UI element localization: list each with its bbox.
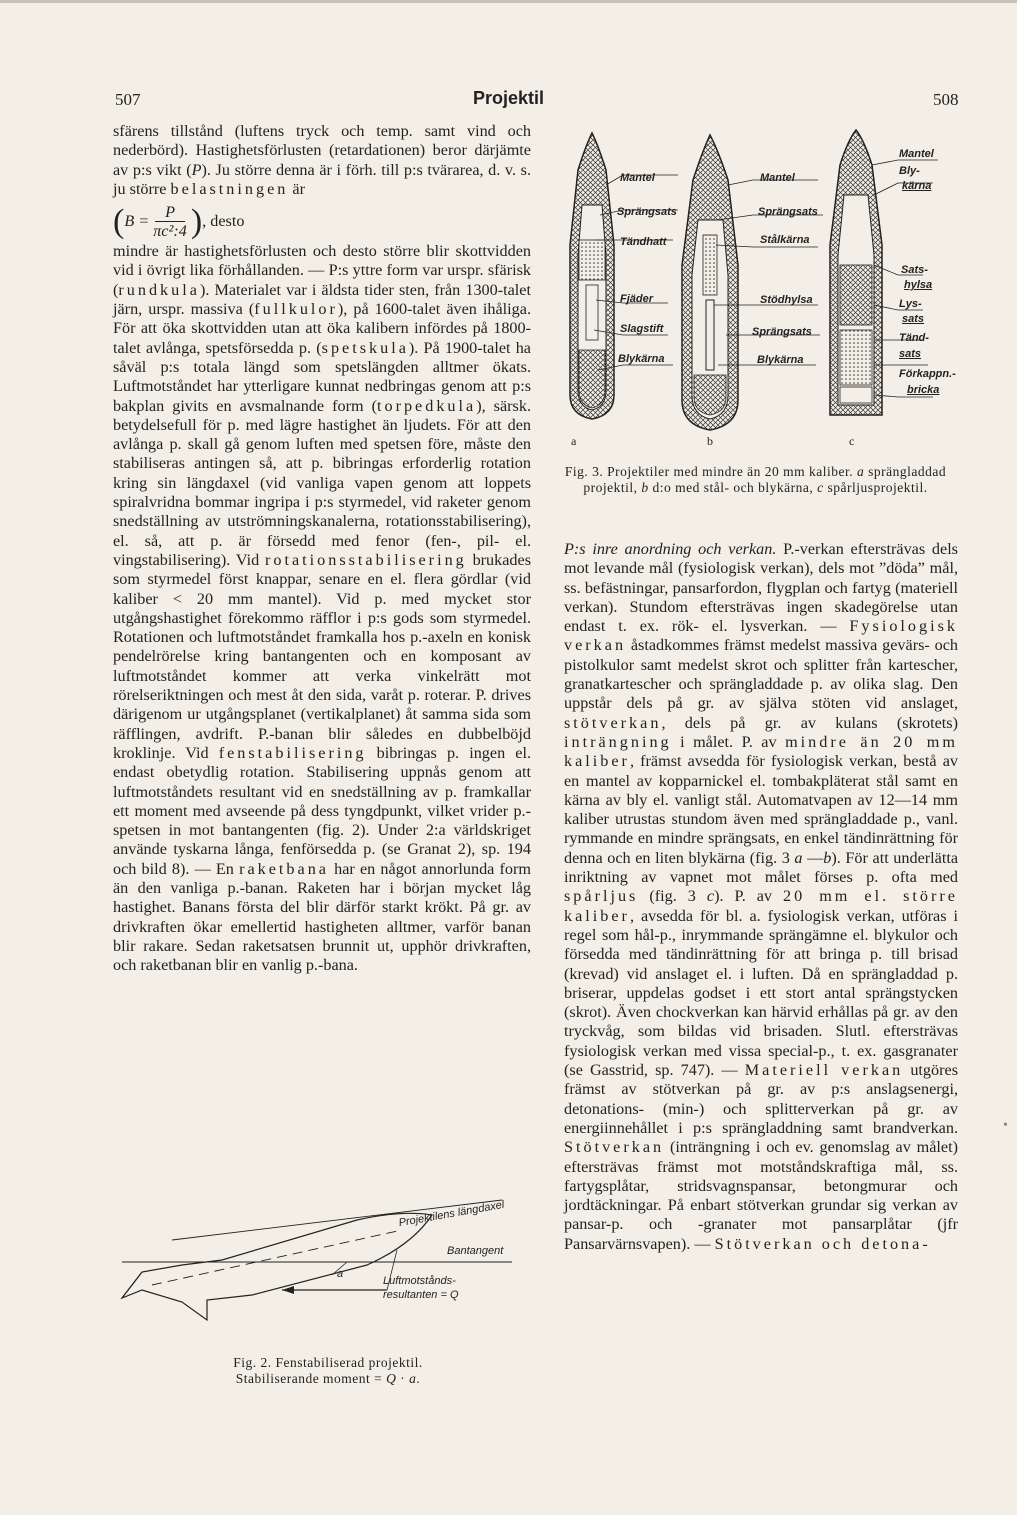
projectile-a bbox=[570, 133, 614, 419]
projectile-b bbox=[682, 135, 738, 430]
label-c-lyssats: sats bbox=[902, 313, 925, 325]
label-a-fjader: Fjäder bbox=[620, 293, 654, 305]
label-b-blykarna: Blykärna bbox=[757, 354, 804, 366]
label-c-forkappn: Förkappn.- bbox=[899, 368, 956, 380]
figure-3-letter-a: a bbox=[571, 434, 577, 448]
label-c-mantel: Mantel bbox=[899, 148, 934, 160]
label-b-sprangsats-2: Sprängsats bbox=[752, 326, 812, 338]
figure-3-letter-c: c bbox=[849, 434, 855, 448]
formula-lhs: B = bbox=[124, 212, 150, 231]
projectile-c bbox=[830, 130, 882, 415]
figure-3-letter-b: b bbox=[707, 434, 713, 448]
figure-3-caption: Fig. 3. Projektiler med mindre än 20 mm kaliber. a sprängladdad projektil, b d:o med stål- och blykärna, c spårljusprojektil. bbox=[564, 464, 947, 495]
label-longitudinal-axis: Projektilens längdaxel bbox=[397, 1198, 506, 1230]
label-c-tand: Tänd- bbox=[899, 332, 929, 344]
paragraph-verkan: P:s inre anordning och verkan. P.-verkan eftersträvas dels mot levande mål (fysiologisk verkan), dels mot ”döda” mål, ss. befästningar, pansarfordon, flygplan och fartyg (materiell verkan). Stundom eftersträvas ingen skadegörelse utan endast t. ex. rök- el. lysverkan. — Fysiologisk verkan åstadkommes främst medelst massiva gevärs- och pistolkulor samt medelst skrot och splitter från kartescher, granatkartescher och sprängladdade p. av olika slag. Den uppstår dels på gr. av själva stöten vid anslaget, stötverkan, dels på gr. av kulans (skrotets) inträngning i målet. P. av mindre än 20 mm kaliber, främst avsedda för fysiologisk verkan, bestå av en mantel av kopparnickel el. tombakpläterat stål samt en kärna av bly el. vanligt stål. Automatvapen av 12—14 mm kaliber utrustas stundom även med sprängladdade p., vanl. rymmande en mindre sprängsats, en enkel tändinrättning för denna och en liten blykärna (fig. 3 a —b). För att underlätta inriktning av vapnet mot målet förses p. ofta med spårljus (fig. 3 c). P. av 20 mm el. större kaliber, avsedda för bl. a. fysiologisk verkan, utföras i regel som hål-p., inrymmande sprängämne el. blykulor och försedda med tändinrättning för att bringa p. till brisad (krevad) vid anslaget el. i luften. Då en sprängladdad p. briserar, uppdelas godset i ett stort antal sprängstycken (skrot). Även chockverkan kan härvid erhållas på gr. av den tryckvåg, som bildas vid brisaden. Slutl. eftersträvas fysiologisk verkan med vissa special-p., t. ex. gasgranater (se Gasstrid, sp. 747). — Materiell verkan utgöres främst av stötverkan på gr. av p:s anslagsenergi, detonations- (min-) och splitterverkan på gr. av energiinnehållet i p:s sprängladdning samt brandverkan. Stötverkan (inträngning i och ev. genomslag av målet) eftersträvas främst mot motståndskraftiga mål, ss. fartygsplåtar, stridsvagnspansar, betongmurar och jordtäckningar. På enbart stötverkan grundar sig verkan av pansar-p. och -granater mot pansarplåtar (jfr Pansarvärnsvapen). — Stötverkan och detona- bbox=[564, 540, 959, 1253]
label-c-bricka: bricka bbox=[907, 384, 940, 396]
label-resultant-1: Luftmotstånds- bbox=[383, 1275, 456, 1287]
label-b-sprangsats: Sprängsats bbox=[758, 206, 818, 218]
label-c-sats: Sats- bbox=[901, 264, 928, 276]
formula-fraction: $\frac{P}{\text{πc²:4}}$ bbox=[153, 203, 187, 241]
label-c-hylsa: hylsa bbox=[904, 279, 933, 291]
label-a-tandhatt: Tändhatt bbox=[620, 236, 667, 248]
left-column bbox=[113, 122, 531, 975]
label-c-karna: kärna bbox=[902, 180, 932, 192]
label-resultant-2: resultanten = Q bbox=[383, 1289, 459, 1301]
fin-projectile-outline bbox=[122, 1213, 432, 1320]
label-b-stodhylsa: Stödhylsa bbox=[760, 294, 813, 306]
load-formula: ( B = $\frac{P}{\text{πc²:4}}$ ) , desto bbox=[113, 202, 245, 241]
label-moment-arm-a: a bbox=[337, 1268, 344, 1280]
running-title: Projektil bbox=[472, 88, 545, 108]
margin-mark: • bbox=[1003, 1118, 1008, 1133]
section-heading: P:s inre anordning och verkan. bbox=[564, 540, 777, 558]
page-number-left: 507 bbox=[115, 90, 141, 109]
label-b-mantel: Mantel bbox=[760, 172, 795, 184]
page-number-right: 508 bbox=[933, 90, 959, 109]
figure-2-caption: Fig. 2. Fenstabiliserad projektil. Stabiliserande moment = Q · a. bbox=[233, 1355, 423, 1386]
label-c-bly: Bly- bbox=[899, 165, 920, 177]
label-c-tandsats: sats bbox=[899, 348, 922, 360]
label-a-sprangsats: Sprängsats bbox=[617, 206, 677, 218]
label-a-mantel: Mantel bbox=[620, 172, 655, 184]
right-column bbox=[564, 540, 958, 1254]
label-bantangent: Bantangent bbox=[447, 1245, 504, 1257]
longitudinal-axis-line bbox=[172, 1200, 502, 1240]
top-edge-rule bbox=[0, 0, 1017, 3]
label-a-blykarna: Blykärna bbox=[618, 353, 665, 365]
label-b-stalkarna: Stålkärna bbox=[760, 234, 810, 246]
paragraph-body: mindre är hastighetsförlusten och desto större blir skottvidden vid i övrigt lika förhållanden. — P:s yttre form var urspr. sfärisk (rundkula). Materialet var i äldsta tider sten, från 1300-talet järn, urspr. massiva (fullkulor), på 1600-talet även ihåliga. För att öka skottvidden utan att öka kalibern infördes på 1800-talet avlånga, spetsförsedda p. (spetskula). På 1900-talet ha såväl p:s totala längd som spetslängden alltmer ökats. Luftmotståndet har ytterligare kunnat nedbringas genom att p:s bakplan givits en avsmalnande form (torpedkula), särsk. betydelsefull för p. med lägre hastighet än ljudets. För att den avlånga p. skall gå genom luften med spetsen före, måste den stabiliseras antingen så, att p. bibringas erforderlig rotation kring sin längdaxel (vid vanliga vapen genom att loppets spiralvridna bommar ingripa i p:s styrmedel, vid raketer genom snedställning av utströmningskanalerna, rotationsstabilisering), el. så, att p. är försedd med fenor (fen-, pil- el. vingstabilisering). Vid rotationsstabilisering brukades som styrmedel först knappar, senare en el. flera gördlar (vid kaliber < 20 mm mantel). Vid p. med mycket stor utgångshastighet förekommo räfflor i p:s gods som styrmedel. Rotationen och luftmotståndet framkalla hos p.-axeln en konisk pendelrörelse kring bantangenten och en komposant av luftmotståndet kommer att verka vinkelrätt mot rörelseriktningen och mest åt den sida, varåt p. roterar. P. drives därigenom ur utgångsplanet (vertikalplanet) åt samma sida som räfflingen, avdrift. P.-banan blir således en dubbelböjd kroklinje. Vid fenstabilisering bibringas p. ingen el. endast obetydlig rotation. Stabilisering uppnås genom att luftmotståndets resultant vid en snedställning av p. framkallar ett moment med avseende på dess tyngdpunkt, vilket vrider p.-spetsen in mot bantangenten (fig. 2). Under 2:a världskriget använde tyskarna långa, fenförsedda p. (se Granat 2), sp. 194 och bild 8). — En raketbana har en något annorlunda form än den vanliga p.-banan. Raketen har i början mycket låg hastighet. Banans första del blir därför starkt krökt. På gr. av drivkraften ökar emellertid hastigheten alltmer, varför banan blir rakare. Sedan raketsatsen brunnit ut, upphör drivkraften, och raketbanan blir en vanlig p.-bana. bbox=[113, 242, 532, 975]
label-a-slagstift: Slagstift bbox=[620, 323, 664, 335]
paragraph-intro: sfärens tillstånd (luftens tryck och temp. samt vind och nederbörd). Hastighetsförlusten (retardationen) beror därjämte av p:s vikt (P). Ju större denna är i förh. till p:s tvärarea, d. v. s. ju större belastningen är bbox=[113, 122, 531, 198]
label-c-lys: Lys- bbox=[899, 298, 922, 310]
